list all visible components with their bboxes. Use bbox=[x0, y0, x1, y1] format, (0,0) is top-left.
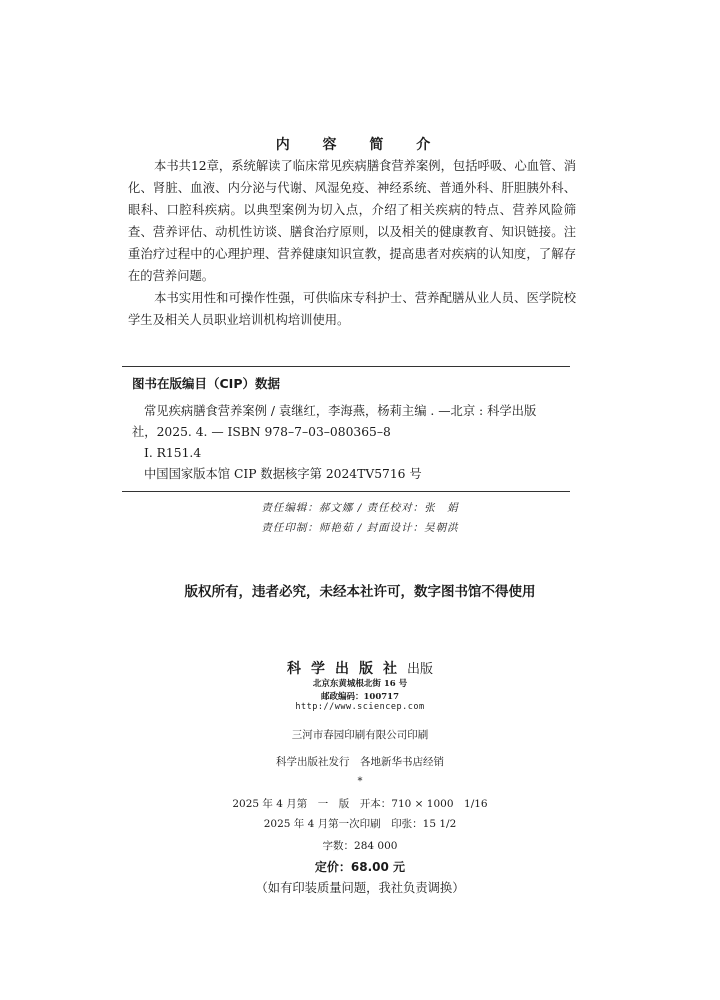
edition-line: 2025 年 4 月第 一 版 开本：710 × 1000 1/16 bbox=[232, 798, 488, 810]
printing-line: 2025 年 4 月第一次印刷 印张：15 1/2 bbox=[263, 818, 457, 830]
cip-line-2: 社，2025. 4. — ISBN 978–7–03–080365–8 bbox=[132, 425, 391, 439]
summary-paragraph-2-text: 本书实用性和可操作性强，可供临床专科护士、营养配膳从业人员、医学院校学生及相关人员职业培训机构培训使用。 bbox=[128, 291, 576, 327]
summary-title: 内 容 简 介 bbox=[275, 137, 445, 153]
cip-record bbox=[132, 401, 572, 485]
cip-top-rule bbox=[122, 366, 570, 367]
publisher-line bbox=[0, 658, 720, 678]
cip-line-4: 中国国家版本馆 CIP 数据核字第 2024TV5716 号 bbox=[144, 467, 422, 481]
printer-line: 三河市春园印刷有限公司印刷 bbox=[291, 729, 429, 741]
publisher-suffix: 出版 bbox=[406, 662, 433, 677]
cip-line-3: Ⅰ. R151.4 bbox=[144, 446, 202, 460]
price: 定价：68.00 元 bbox=[314, 860, 406, 874]
cip-bottom-rule bbox=[122, 491, 570, 492]
publisher-name: 科学出版社 bbox=[286, 661, 407, 677]
word-count: 字数：284 000 bbox=[322, 840, 398, 852]
summary-paragraph-1 bbox=[128, 155, 576, 287]
distribution-line: 科学出版社发行 各地新华书店经销 bbox=[276, 756, 444, 768]
summary-paragraph-1-text: 本书共12章，系统解读了临床常见疾病膳食营养案例，包括呼吸、心血管、消化、肾脏、血液、内分泌与代谢、风湿免疫、神经系统、普通外科、肝胆胰外科、眼科、口腔科疾病。以典型案例为切入点，介绍了相关疾病的特点、营养风险筛查、营养评估、动机性访谈、膳食治疗原则，以及相关的健康教育、知识链接。注重治疗过程中的心理护理、营养健康知识宣教，提高患者对疾病的认知度，了解存在的营养问题。 bbox=[128, 159, 576, 283]
separator-star: * bbox=[357, 776, 363, 787]
quality-notice: （如有印装质量问题，我社负责调换） bbox=[255, 881, 465, 895]
editor-credits-1: 责任编辑：郝文娜 / 责任校对：张 娟 bbox=[261, 502, 459, 514]
publisher-postcode: 邮政编码：100717 bbox=[321, 692, 399, 702]
copyright-notice: 版权所有，违者必究，未经本社许可，数字图书馆不得使用 bbox=[184, 584, 536, 600]
publisher-address: 北京东黄城根北街 16 号 bbox=[312, 679, 408, 689]
publisher-website: http://www.sciencep.com bbox=[295, 702, 425, 712]
cip-heading: 图书在版编目（CIP）数据 bbox=[132, 376, 280, 391]
cip-line-1: 常见疾病膳食营养案例 / 袁继红，李海燕，杨莉主编 . —北京 : 科学出版 bbox=[144, 404, 537, 418]
summary-paragraph-2 bbox=[128, 287, 576, 331]
editor-credits-2: 责任印制：师艳茹 / 封面设计：吴朝洪 bbox=[261, 522, 459, 534]
